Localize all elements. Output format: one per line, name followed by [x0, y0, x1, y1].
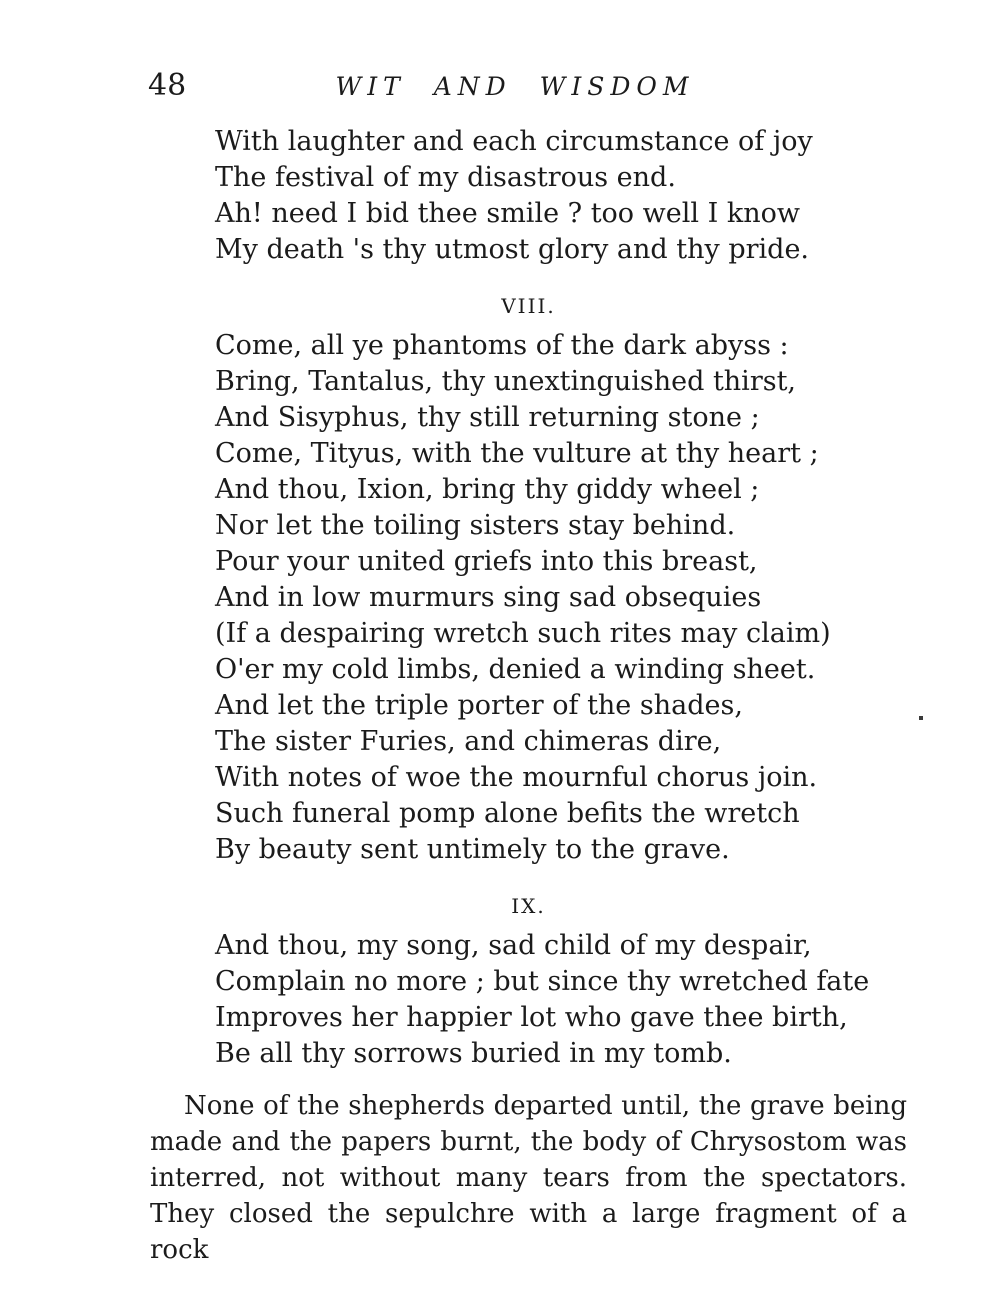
prose-line: They closed the sepulchre with a large fragment of a rock	[150, 1199, 907, 1265]
stanza-heading-ix: IX.	[511, 894, 546, 918]
poem-line: Complain no more ; but since thy wretched fate	[215, 966, 870, 997]
prose-line: None of the shepherds departed until, the grave being	[184, 1091, 907, 1121]
stanza-ix	[150, 928, 907, 1072]
poem-line: Such funeral pomp alone befits the wretch	[215, 798, 800, 829]
poem-line: The festival of my disastrous end.	[215, 162, 676, 193]
poem-line: My death 's thy utmost glory and thy pride.	[215, 234, 809, 265]
running-title: WIT AND WISDOM	[335, 72, 695, 101]
poem-line: Come, Tityus, with the vulture at thy heart ;	[215, 438, 819, 469]
poem-line: With notes of woe the mournful chorus join.	[215, 762, 818, 793]
poem-line: And let the triple porter of the shades,	[215, 690, 743, 721]
poem-line: By beauty sent untimely to the grave.	[215, 834, 730, 865]
prose-line: made and the papers burnt, the body of Chrysostom was	[150, 1127, 907, 1157]
ink-speck-artifact	[919, 716, 923, 720]
poem-line: With laughter and each circumstance of joy	[215, 126, 813, 157]
poem-line: Come, all ye phantoms of the dark abyss :	[215, 330, 789, 361]
poem-line: And Sisyphus, thy still returning stone ;	[215, 402, 760, 433]
page-number: 48	[148, 68, 187, 103]
poem-line: (If a despairing wretch such rites may claim)	[215, 618, 831, 649]
poem-line: And thou, my song, sad child of my despair,	[215, 930, 812, 961]
stanza-viii	[150, 328, 907, 868]
poem-line: O'er my cold limbs, denied a winding sheet.	[215, 654, 816, 685]
stanza-continuation	[150, 124, 907, 268]
page-content	[150, 124, 907, 1265]
poem-line: Bring, Tantalus, thy unextinguished thirst,	[215, 366, 797, 397]
prose-line: interred, not without many tears from the spectators.	[150, 1163, 907, 1193]
page-header	[0, 68, 1000, 110]
poem-line: Nor let the toiling sisters stay behind.	[215, 510, 736, 541]
poem-line: The sister Furies, and chimeras dire,	[215, 726, 722, 757]
poem-line: Be all thy sorrows buried in my tomb.	[215, 1038, 732, 1069]
poem-line: And in low murmurs sing sad obsequies	[215, 582, 762, 613]
poem-line: And thou, Ixion, bring thy giddy wheel ;	[215, 474, 760, 505]
stanza-heading-viii: VIII.	[501, 294, 556, 318]
poem-line: Pour your united griefs into this breast,	[215, 546, 758, 577]
poem-line: Ah! need I bid thee smile ? too well I know	[215, 198, 800, 229]
prose-paragraph	[150, 1088, 907, 1265]
poem-line: Improves her happier lot who gave thee birth,	[215, 1002, 848, 1033]
